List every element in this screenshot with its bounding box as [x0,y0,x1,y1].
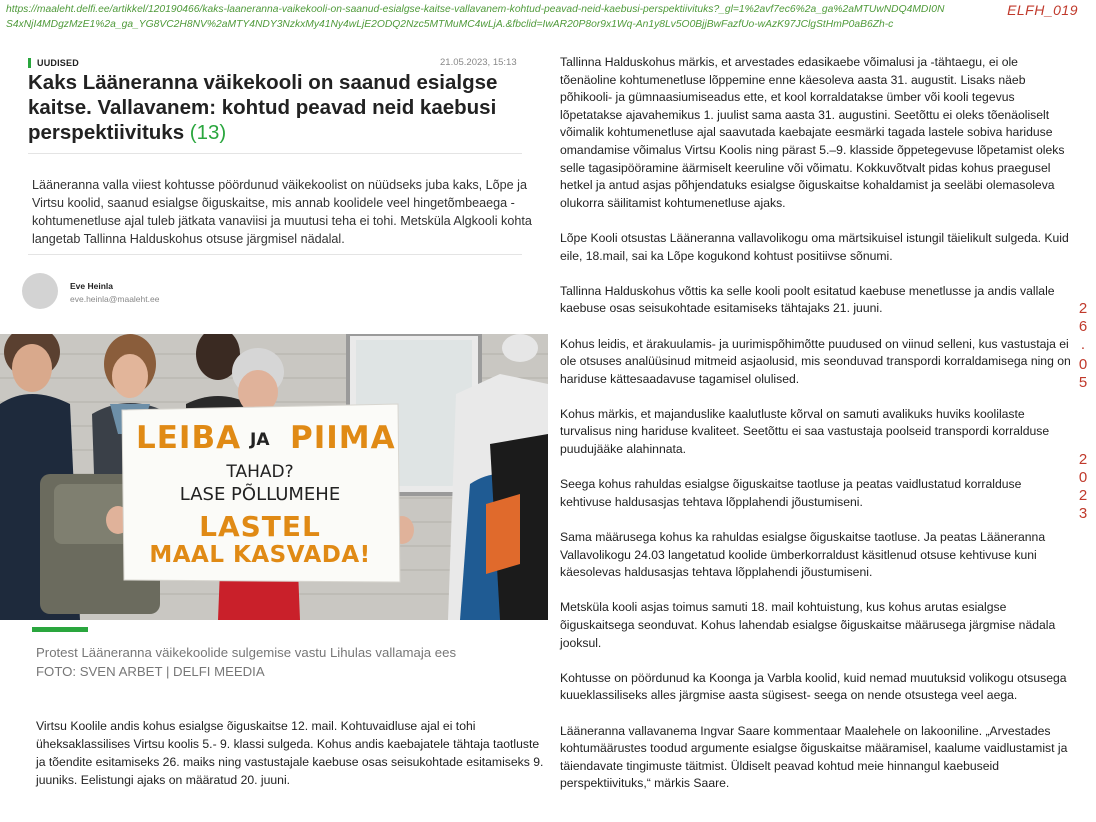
article-body-paragraph: Metsküla kooli asjas toimus samuti 18. mail kohtuistung, kus kohus arutas esialgse õiguskaitsega seonduvat. Kohus lahendab esialgse õiguskaitse määrusega järgmise nädala jooksul. [560,600,1056,650]
vertical-date-char: 2 [1078,487,1088,504]
article-body-paragraph: Kohus märkis, et majanduslike kaalutluste kõrval on samuti avalikuks huviks koolilaste turvalisus ning hariduse kvaliteet. Seetõttu ei saa vastustaja poolseid transpordi korralduse puudujääke alahinnata. [560,406,1050,457]
article-headline [28,70,528,145]
sign-text-lase: LASE PÕLLUMEHE [179,484,341,505]
document-id: ELFH_019 [1007,2,1078,18]
comment-count-link[interactable]: (13) [189,121,227,144]
vertical-date-char: 3 [1078,505,1088,522]
article-body-paragraph: Sama määrusega kohus ka rahuldas esialgse õiguskaitse taotluse. Ja peatas Lääneranna Vallavolikogu 24.03 langetatud koolide ümberkorraldust käsitlenud otsuse kehtivuse kuni käesolevas haldusasjas tehtava lõpplahendi jõustumiseni. [560,530,1046,580]
article-body-right [560,54,1072,811]
vertical-date-char: 2 [1078,300,1088,317]
vertical-date-char: 6 [1078,318,1088,335]
vertical-date-char: 2 [1078,451,1088,468]
article-body-paragraph: Seega kohus rahuldas esialgse õiguskaitse taotluse ja peatas vaidlustatud korralduse kehtivuse haldusasjas tehtava lõpplahendi jõustumiseni. [560,477,1022,509]
sign-text-maal: MAAL KASVADA! [149,542,371,568]
divider [28,254,522,255]
article-body-paragraph: Lõpe Kooli otsustas Lääneranna vallavolikogu oma märtsikuisel istungil täielikult sulgeda. Kuid eile, 18.mail, sai ka Lõpe kogukond kohtust positiivse sõnumi. [560,230,1069,263]
sign-text-piima: PIIMA [290,420,396,456]
article-photo[interactable] [0,334,548,620]
caption-accent [32,627,88,632]
sign-text-leiba: LEIBA [136,420,242,456]
photo-credit: FOTO: SVEN ARBET | DELFI MEEDIA [36,664,265,679]
publish-date: 21.05.2023, 15:13 [440,57,517,68]
sign-text-lastel: LASTEL [199,510,321,543]
vertical-date-char: 5 [1078,374,1088,391]
source-url[interactable]: https://maaleht.delfi.ee/artikkel/120190466/kaks-laaneranna-vaikekooli-on-saanud-esialgse-kaitse-vallavanem-kohtud-peavad-neid-kaebusi-perspektiivituks?_gl=1%2avf7ec6%2a_ga%2aMTUwNDQ4MDI0NS4xNjI4MDgzMzE1%2a_ga_YG8VC2H8NV%2aMTY4NDY3NzkxMy41Ny4wLjE2ODQ2Nzc5MTMuMC4wLjA.&fbclid=IwAR20P8or9x1Wq-An1y8Lv5O0BjjBwFazfUo-wAzK97JClgStHmP0aB6Zh-c [6,4,945,30]
protest-sign [122,406,398,580]
author-name[interactable]: Eve Heinla [70,281,113,291]
article-body-paragraph: Tallinna Halduskohus märkis, et arvestades edasikaebe võimalusi ja -tähtaegu, ei ole tõenäoline kohtumenetluse lõppemine enne käesoleva aasta 31. augustit. Lisaks näeb põhikooli- ja gümnaasiumiseadus ette, et kool korraldatakse ümber või kooli tegevus lõpetatakse ajavahemikus 1. juulist sama aasta 31. augustini. Seetõttu ei oleks tõenäoliselt võimalik kohtumenetluse ajal saavutada kaebajate eesmärki tagada lastele sobiva hariduse omandamise võimalus Virtsu Koolis ning pärast 5.–9. klasside õppetegevuse lõpetamist oleks selle tagasipööramine äärmiselt keeruline või võimatu. Kokkuvõtvalt pidas kohus praegusel hetkel ja antud asjas põhjendatuks esialgse õiguskaitse kohaldamist ja seeläbi olemasoleva olukorra säilitamist kohtumenetluse ajaks. [560,55,1065,210]
sign-text-ja: JA [250,430,270,450]
vertical-date-char: 0 [1078,469,1088,486]
article-body-paragraph: Lääneranna vallavanema Ingvar Saare kommentaar Maalehele on lakooniline. „Arvestades kohtumäärustes toodud argumente esialgse õiguskaitse määramisel, kaalume vaidlustamist ja täiendavate tingimuste täitmist. Üldiselt peavad kohtud meie hinnangul kaebuseid perspektiivituks,“ märkis Saare. [560,723,1068,791]
caption-text: Protest Lääneranna väikekoolide sulgemise vastu Lihulas vallamaja ees [36,645,457,660]
author-avatar[interactable] [22,273,58,309]
article-body-paragraph: Virtsu Koolile andis kohus esialgse õiguskaitse 12. mail. Kohtuvaidluse ajal ei tohi üheksaklassilises Virtsu koolis 5.- 9. klassi sulgeda. Kohus andis kaebajatele tähtaja taotluste ja tõendite esitamiseks 26. maiks ning vastustajale kaebuse osas seisukohtade esitamiseks 9. juuniks. Eelistungi ajaks on määratud 20. juuni. [36,719,544,787]
article-body-paragraph: Kohus leidis, et ärakuulamis- ja uurimispõhimõtte puudused on viinud selleni, kus vastustaja ei ole otsuses analüüsinud mitmeid asjaolusid, mis seonduvad transpordi korraldamisega ning on hariduse kättesaadavuse tagamisel olulised. [560,336,1071,386]
vertical-date-char: . [1080,336,1086,353]
photo-caption [36,643,536,681]
sign-text-tahad: TAHAD? [226,462,294,482]
section-label[interactable]: UUDISED [28,58,79,68]
article-body-paragraph: Tallinna Halduskohus võttis ka selle kooli poolt esitatud kaebuse menetlusse ja andis vallale kaebuse osas seisukohtade esitamiseks tähtajaks 21. juuni. [560,283,1055,316]
vertical-date-char: 0 [1078,356,1088,373]
article-body-paragraph: Kohtusse on pöördunud ka Koonga ja Varbla koolid, kuid nemad muutuksid volikogu otsusega kuueklassiliseks alles järgmise aasta sügisest- seega on nende otsustega veel aega. [560,670,1067,703]
headline-text: Kaks Lääneranna väikekooli on saanud esialgse kaitse. Vallavanem: kohtud peavad neid kaebusi perspektiivituks [28,71,498,144]
article-lead: Lääneranna valla viiest kohtusse pöördunud väikekoolist on nüüdseks juba kaks, Lõpe ja Virtsu koolid, saanud esialgse õiguskaitse, mis annab koolidele veel hingetõmbeaega - kohtumenetluse ajal tuleb jätkata vanaviisi ja muutusi teha ei tohi. Metsküla Algkooli kohta langetab Tallinna Halduskohus otsuse järgmisel nädalal. [32,178,532,246]
divider [28,153,522,154]
author-email[interactable]: eve.heinla@maaleht.ee [70,294,160,304]
